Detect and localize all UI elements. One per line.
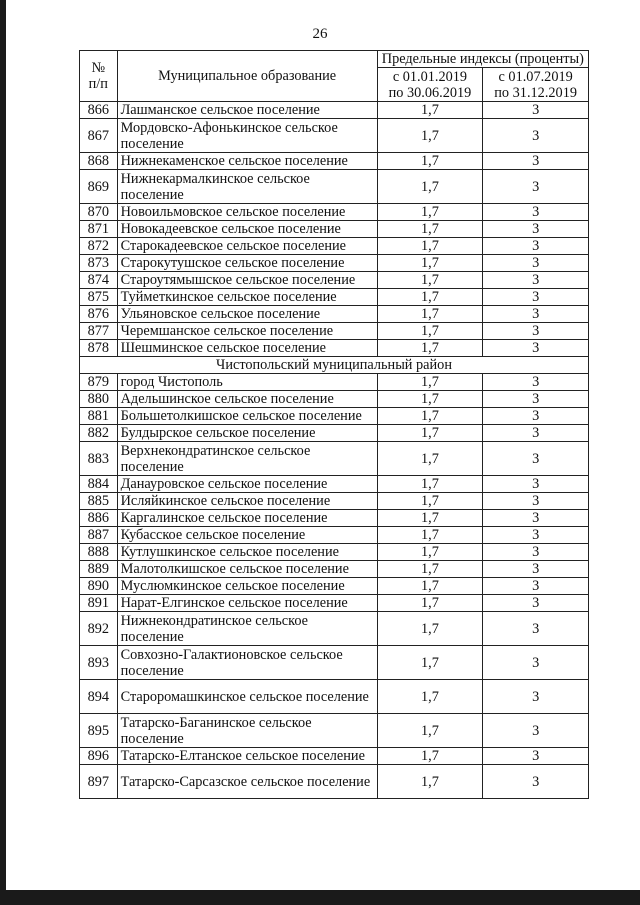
- row-municipality: Староромашкинское сельское поселение: [117, 680, 377, 714]
- row-index-period-2: 3: [483, 255, 589, 272]
- row-number: 872: [80, 238, 118, 255]
- row-number: 895: [80, 714, 118, 748]
- row-index-period-2: 3: [483, 374, 589, 391]
- row-index-period-1: 1,7: [377, 374, 483, 391]
- row-index-period-1: 1,7: [377, 323, 483, 340]
- row-number: 868: [80, 153, 118, 170]
- row-index-period-2: 3: [483, 544, 589, 561]
- table-row: [80, 272, 589, 289]
- row-index-period-2: 3: [483, 646, 589, 680]
- row-number: 892: [80, 612, 118, 646]
- row-number: 873: [80, 255, 118, 272]
- row-index-period-1: 1,7: [377, 476, 483, 493]
- row-index-period-2: 3: [483, 323, 589, 340]
- row-municipality: Нижнекармалкинское сельское поселение: [117, 170, 377, 204]
- row-index-period-1: 1,7: [377, 306, 483, 323]
- table-row: [80, 425, 589, 442]
- row-municipality: Шешминское сельское поселение: [117, 340, 377, 357]
- row-index-period-2: 3: [483, 425, 589, 442]
- row-municipality: Верхнекондратинское сельское поселение: [117, 442, 377, 476]
- row-number: 881: [80, 408, 118, 425]
- row-number: 889: [80, 561, 118, 578]
- row-index-period-1: 1,7: [377, 170, 483, 204]
- row-index-period-1: 1,7: [377, 340, 483, 357]
- row-index-period-2: 3: [483, 748, 589, 765]
- table-row: [80, 612, 589, 646]
- row-number: 876: [80, 306, 118, 323]
- row-index-period-1: 1,7: [377, 646, 483, 680]
- row-index-period-1: 1,7: [377, 578, 483, 595]
- row-municipality: Кубасское сельское поселение: [117, 527, 377, 544]
- row-index-period-2: 3: [483, 153, 589, 170]
- table-row: [80, 646, 589, 680]
- row-municipality: Татарско-Елтанское сельское поселение: [117, 748, 377, 765]
- row-index-period-1: 1,7: [377, 204, 483, 221]
- row-number: 897: [80, 765, 118, 799]
- header-limits: Предельные индексы (проценты): [377, 51, 588, 68]
- row-index-period-1: 1,7: [377, 510, 483, 527]
- table-row: [80, 442, 589, 476]
- header-municipality: Муниципальное образование: [117, 51, 377, 102]
- row-number: 871: [80, 221, 118, 238]
- row-municipality: Исляйкинское сельское поселение: [117, 493, 377, 510]
- row-index-period-1: 1,7: [377, 765, 483, 799]
- table-row: [80, 119, 589, 153]
- limits-table: [79, 50, 589, 799]
- table-row: [80, 527, 589, 544]
- table-row: [80, 748, 589, 765]
- row-municipality: Татарско-Баганинское сельское поселение: [117, 714, 377, 748]
- row-index-period-1: 1,7: [377, 221, 483, 238]
- row-municipality: Новокадеевское сельское поселение: [117, 221, 377, 238]
- row-index-period-1: 1,7: [377, 102, 483, 119]
- row-index-period-2: 3: [483, 442, 589, 476]
- table-row: [80, 544, 589, 561]
- row-index-period-1: 1,7: [377, 153, 483, 170]
- row-index-period-1: 1,7: [377, 425, 483, 442]
- table-row: [80, 765, 589, 799]
- table-body-part-1: [80, 102, 589, 357]
- row-index-period-1: 1,7: [377, 238, 483, 255]
- row-index-period-1: 1,7: [377, 289, 483, 306]
- row-municipality: Старокутушское сельское поселение: [117, 255, 377, 272]
- row-number: 894: [80, 680, 118, 714]
- row-index-period-2: 3: [483, 289, 589, 306]
- row-number: 879: [80, 374, 118, 391]
- table-row: [80, 408, 589, 425]
- row-number: 891: [80, 595, 118, 612]
- table-row: [80, 153, 589, 170]
- table-row: [80, 578, 589, 595]
- row-index-period-2: 3: [483, 493, 589, 510]
- table-row: [80, 510, 589, 527]
- row-index-period-2: 3: [483, 221, 589, 238]
- row-municipality: Муслюмкинское сельское поселение: [117, 578, 377, 595]
- row-municipality: Старокадеевское сельское поселение: [117, 238, 377, 255]
- row-number: 890: [80, 578, 118, 595]
- row-municipality: город Чистополь: [117, 374, 377, 391]
- row-number: 880: [80, 391, 118, 408]
- row-number: 869: [80, 170, 118, 204]
- row-number: 878: [80, 340, 118, 357]
- row-index-period-1: 1,7: [377, 680, 483, 714]
- row-index-period-1: 1,7: [377, 612, 483, 646]
- row-number: 887: [80, 527, 118, 544]
- row-number: 884: [80, 476, 118, 493]
- row-index-period-2: 3: [483, 204, 589, 221]
- row-index-period-2: 3: [483, 391, 589, 408]
- row-index-period-1: 1,7: [377, 391, 483, 408]
- row-index-period-2: 3: [483, 272, 589, 289]
- row-index-period-2: 3: [483, 306, 589, 323]
- row-index-period-1: 1,7: [377, 527, 483, 544]
- row-municipality: Нижнекаменское сельское поселение: [117, 153, 377, 170]
- row-index-period-1: 1,7: [377, 714, 483, 748]
- row-index-period-2: 3: [483, 595, 589, 612]
- table-row: [80, 561, 589, 578]
- row-index-period-2: 3: [483, 238, 589, 255]
- row-index-period-2: 3: [483, 578, 589, 595]
- row-index-period-2: 3: [483, 527, 589, 544]
- table-row: [80, 102, 589, 119]
- row-index-period-1: 1,7: [377, 595, 483, 612]
- row-number: 883: [80, 442, 118, 476]
- row-number: 875: [80, 289, 118, 306]
- scan-edge-left: [0, 0, 6, 905]
- row-index-period-1: 1,7: [377, 442, 483, 476]
- row-municipality: Нарат-Елгинское сельское поселение: [117, 595, 377, 612]
- row-index-period-1: 1,7: [377, 272, 483, 289]
- row-municipality: Лашманское сельское поселение: [117, 102, 377, 119]
- row-index-period-2: 3: [483, 765, 589, 799]
- row-number: 866: [80, 102, 118, 119]
- table-row: [80, 340, 589, 357]
- row-number: 893: [80, 646, 118, 680]
- row-municipality: Малотолкишское сельское поселение: [117, 561, 377, 578]
- row-number: 867: [80, 119, 118, 153]
- table-row: [80, 221, 589, 238]
- row-number: 896: [80, 748, 118, 765]
- row-municipality: Туйметкинское сельское поселение: [117, 289, 377, 306]
- row-index-period-1: 1,7: [377, 119, 483, 153]
- row-municipality: Большетолкишское сельское поселение: [117, 408, 377, 425]
- row-municipality: Каргалинское сельское поселение: [117, 510, 377, 527]
- row-index-period-1: 1,7: [377, 561, 483, 578]
- row-municipality: Староутямышское сельское поселение: [117, 272, 377, 289]
- table-row: [80, 680, 589, 714]
- table-row: [80, 476, 589, 493]
- table-row: [80, 391, 589, 408]
- row-index-period-2: 3: [483, 119, 589, 153]
- row-municipality: Кутлушкинское сельское поселение: [117, 544, 377, 561]
- row-municipality: Татарско-Сарсазское сельское поселение: [117, 765, 377, 799]
- table-row: [80, 493, 589, 510]
- row-municipality: Нижнекондратинское сельское поселение: [117, 612, 377, 646]
- row-number: 874: [80, 272, 118, 289]
- header-period-2: с 01.07.2019 по 31.12.2019: [483, 68, 589, 102]
- header-num: № п/п: [80, 51, 118, 102]
- row-number: 886: [80, 510, 118, 527]
- row-index-period-1: 1,7: [377, 255, 483, 272]
- row-municipality: Адельшинское сельское поселение: [117, 391, 377, 408]
- row-index-period-2: 3: [483, 714, 589, 748]
- row-index-period-2: 3: [483, 340, 589, 357]
- table-row: [80, 374, 589, 391]
- row-index-period-1: 1,7: [377, 748, 483, 765]
- table-row: [80, 714, 589, 748]
- row-municipality: Ульяновское сельское поселение: [117, 306, 377, 323]
- row-index-period-1: 1,7: [377, 544, 483, 561]
- table-row: [80, 595, 589, 612]
- table-row: [80, 323, 589, 340]
- row-index-period-1: 1,7: [377, 493, 483, 510]
- table-row: [80, 238, 589, 255]
- table-row: [80, 306, 589, 323]
- row-index-period-2: 3: [483, 561, 589, 578]
- row-municipality: Данауровское сельское поселение: [117, 476, 377, 493]
- header-period-1: с 01.01.2019 по 30.06.2019: [377, 68, 483, 102]
- row-municipality: Булдырское сельское поселение: [117, 425, 377, 442]
- row-municipality: Черемшанское сельское поселение: [117, 323, 377, 340]
- page-number: 26: [312, 26, 328, 42]
- row-number: 888: [80, 544, 118, 561]
- table-row: [80, 289, 589, 306]
- row-index-period-2: 3: [483, 510, 589, 527]
- table-row: [80, 255, 589, 272]
- row-index-period-2: 3: [483, 102, 589, 119]
- table-row: [80, 170, 589, 204]
- table-row: [80, 204, 589, 221]
- row-index-period-2: 3: [483, 476, 589, 493]
- section-title: Чистопольский муниципальный район: [80, 357, 589, 374]
- row-number: 885: [80, 493, 118, 510]
- table-body-part-2: [80, 374, 589, 799]
- row-municipality: Совхозно-Галактионовское сельское поселение: [117, 646, 377, 680]
- row-municipality: Новоильмовское сельское поселение: [117, 204, 377, 221]
- row-municipality: Мордовско-Афонькинское сельское поселение: [117, 119, 377, 153]
- row-number: 870: [80, 204, 118, 221]
- scan-edge-bottom: [0, 890, 640, 905]
- row-number: 882: [80, 425, 118, 442]
- table-section: [80, 357, 589, 374]
- row-index-period-1: 1,7: [377, 408, 483, 425]
- row-index-period-2: 3: [483, 680, 589, 714]
- row-index-period-2: 3: [483, 170, 589, 204]
- row-index-period-2: 3: [483, 408, 589, 425]
- row-number: 877: [80, 323, 118, 340]
- row-index-period-2: 3: [483, 612, 589, 646]
